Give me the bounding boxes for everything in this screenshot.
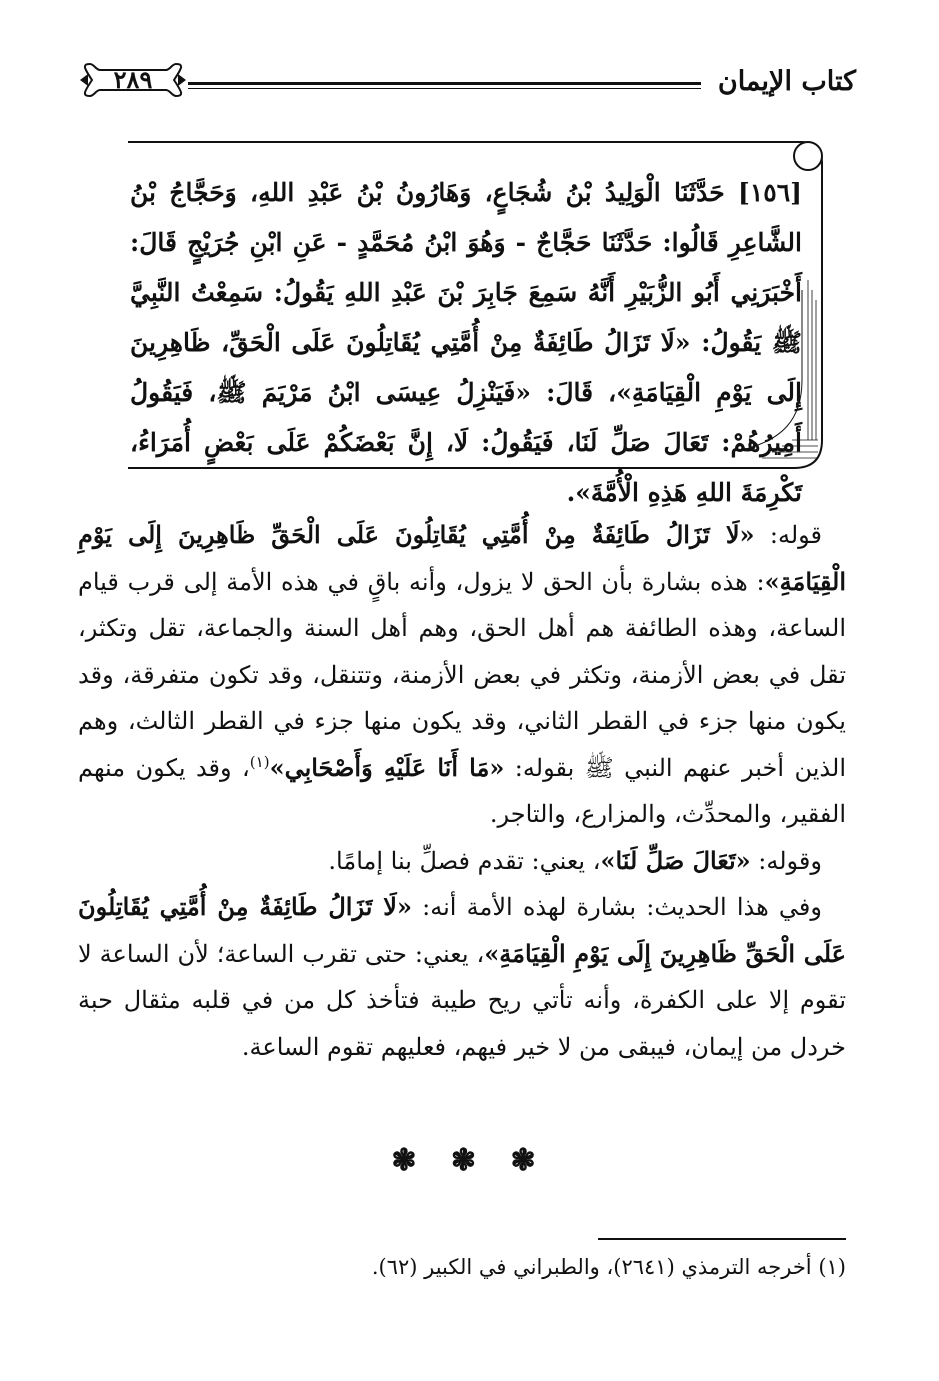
page-number-ornament [78,60,188,100]
commentary-intro: قوله: [769,521,822,549]
footnote-reference[interactable]: (١) [249,752,270,771]
hadith-quote: «تَعَالَ صَلِّ لَنَا» [600,845,751,875]
commentary [78,512,846,1070]
hadith-quote: «لَا تَزَالُ طَائِفَةٌ مِنْ أُمَّتِي يُقَاتِلُونَ عَلَى الْحَقِّ ظَاهِرِينَ إِلَى يَوْمِ الْقِيَامَةِ» [78,892,846,968]
footnote-rule [598,1238,846,1240]
hadith-frame [102,140,824,507]
hadith-quote: «مَا أَنَا عَلَيْهِ وَأَصْحَابِي» [269,752,505,782]
page-header [78,52,856,102]
hadith-number: [١٥٦] [738,178,802,207]
commentary-text: ، يعني: حتى تقرب الساعة؛ لأن الساعة لا تقوم إلا على الكفرة، وأنه تأتي ريح طيبة فتأخذ كل من في قلبه مثقال حبة خردل من إيمان، فيبقى من لا خير فيهم، فعليهم تقوم الساعة. [78,939,846,1061]
commentary-text: ، وقد يكون منهم الفقير، والمحدِّث، والمزارع، والتاجر. [78,753,846,828]
hadith-quote: «لَا تَزَالُ طَائِفَةٌ مِنْ أُمَّتِي يُقَاتِلُونَ عَلَى الْحَقِّ ظَاهِرِينَ إِلَى يَوْمِ الْقِيَامَةِ» [78,520,846,596]
hadith-text [130,168,802,518]
header-rule-thin [188,88,701,89]
commentary-intro: وفي هذا الحديث: بشارة لهذه الأمة أنه: [422,893,822,921]
commentary-paragraph-1 [78,512,846,838]
commentary-text: : هذه بشارة بأن الحق لا يزول، وأنه باقٍ في هذه الأمة إلى قرب قيام الساعة، وهذه الطائفة هم أهل الحق، وهم أهل السنة والجماعة، تقل وتكثر، تقل في بعض الأزمنة، وتكثر في بعض الأزمنة، وتتنقل، وقد تكون متفرقة، وقد يكون منها جزء في القطر الثاني، وقد يكون منها جزء في القطر الثالث، وهم الذين أخبر عنهم النبي ﷺ بقوله: [78,567,846,782]
footnote: (١) أخرجه الترمذي (٢٦٤١)، والطبراني في الكبير (٦٢). [371,1255,846,1279]
hadith-body: حَدَّثَنَا الْوَلِيدُ بْنُ شُجَاعٍ، وَهَارُونُ بْنُ عَبْدِ اللهِ، وَحَجَّاجُ بْنُ الشَّاعِرِ قَالُوا: حَدَّثَنَا حَجَّاجٌ - وَهُوَ ابْنُ مُحَمَّدٍ - عَنِ ابْنِ جُرَيْجٍ قَالَ: أَخْبَرَنِي أَبُو الزُّبَيْرِ أَنَّهُ سَمِعَ جَابِرَ بْنَ عَبْدِ اللهِ يَقُولُ: سَمِعْتُ النَّبِيَّ ﷺ يَقُولُ: «لَا تَزَالُ طَائِفَةٌ مِنْ أُمَّتِي يُقَاتِلُونَ عَلَى الْحَقِّ، ظَاهِرِينَ إِلَى يَوْمِ الْقِيَامَةِ»، قَالَ: «فَيَنْزِلُ عِيسَى ابْنُ مَرْيَمَ ﷺ، فَيَقُولُ أَمِيرُهُمْ: تَعَالَ صَلِّ لَنَا، فَيَقُولُ: لَا، إِنَّ بَعْضَكُمْ عَلَى بَعْضٍ أُمَرَاءُ، تَكْرِمَةَ اللهِ هَذِهِ الْأُمَّةَ». [130,178,802,507]
commentary-paragraph-3 [78,884,846,1070]
book-title: كتاب الإيمان [717,66,856,97]
commentary-intro: وقوله: [758,846,822,875]
commentary-paragraph-2 [78,838,846,885]
section-separator: ❃ ❃ ❃ [391,1143,548,1178]
page-number: ٢٨٩ [113,65,153,94]
header-rule [188,82,701,85]
commentary-text: ، يعني: تقدم فصلِّ بنا إمامًا. [328,846,601,875]
